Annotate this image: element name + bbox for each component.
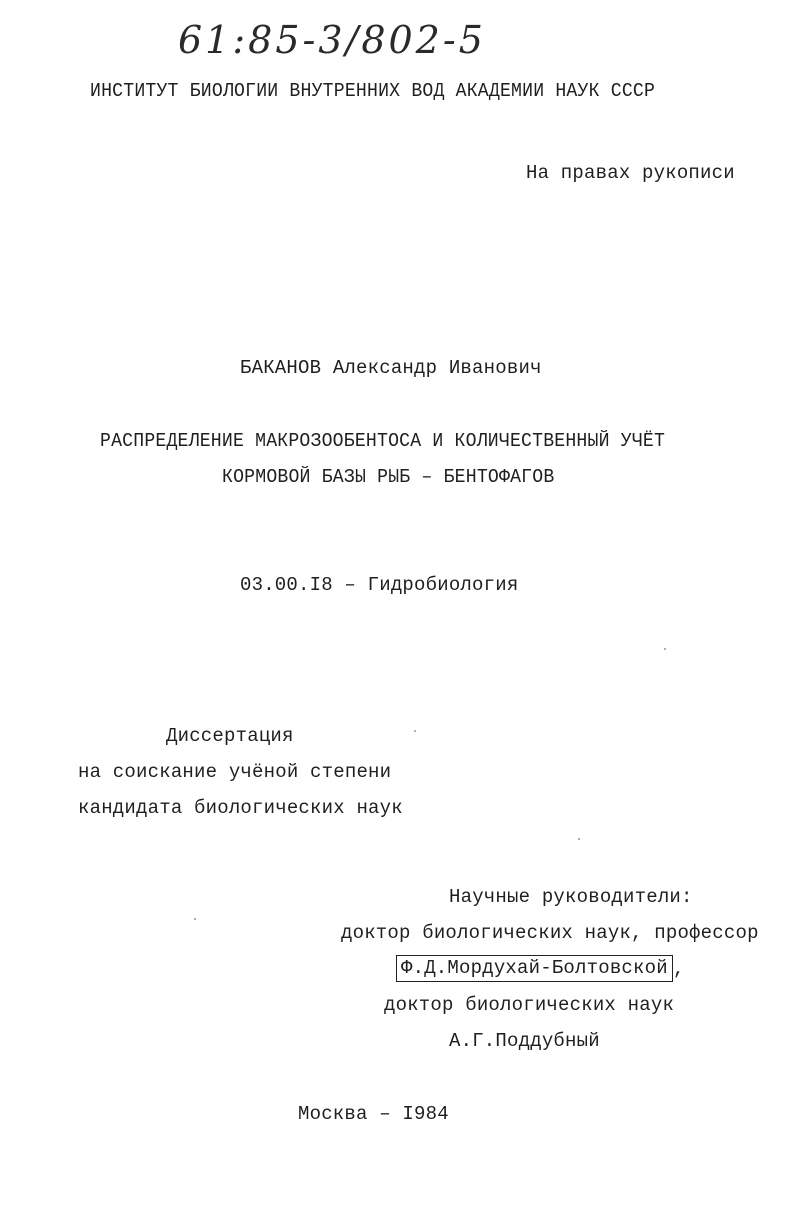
supervisor-2-degree: доктор биологических наук [384,994,675,1016]
thesis-title-line-1: РАСПРЕДЕЛЕНИЕ МАКРОЗООБЕНТОСА И КОЛИЧЕСТВЕННЫЙ УЧЁТ [100,430,666,452]
scan-speck [664,648,666,650]
degree-name: кандидата биологических наук [78,797,403,819]
scan-speck [578,838,580,840]
institute-name: ИНСТИТУТ БИОЛОГИИ ВНУТРЕННИХ ВОД АКАДЕМИИ НАУК СССР [90,80,656,102]
supervisor-2-name: А.Г.Поддубный [449,1030,600,1052]
specialty-code: 03.00.I8 – Гидробиология [240,574,519,596]
rights-note: На правах рукописи [526,162,735,184]
thesis-title-line-2: КОРМОВОЙ БАЗЫ РЫБ – БЕНТОФАГОВ [222,466,555,488]
scan-speck [414,730,416,732]
place-and-year: Москва – I984 [298,1103,449,1125]
handwritten-archive-code: 61:85-3/802-5 [178,18,486,62]
degree-purpose: на соискание учёной степени [78,761,392,783]
supervisor-1-degree: доктор биологических наук, профессор [341,922,759,944]
supervisors-heading: Научные руководители: [449,886,693,908]
supervisor-1-comma: , [673,958,685,980]
supervisor-1-name: Ф.Д.Мордухай-Болтовской [396,955,673,982]
dissertation-label: Диссертация [166,725,294,747]
author-name: БАКАНОВ Александр Иванович [240,357,542,379]
scan-speck [194,918,196,920]
